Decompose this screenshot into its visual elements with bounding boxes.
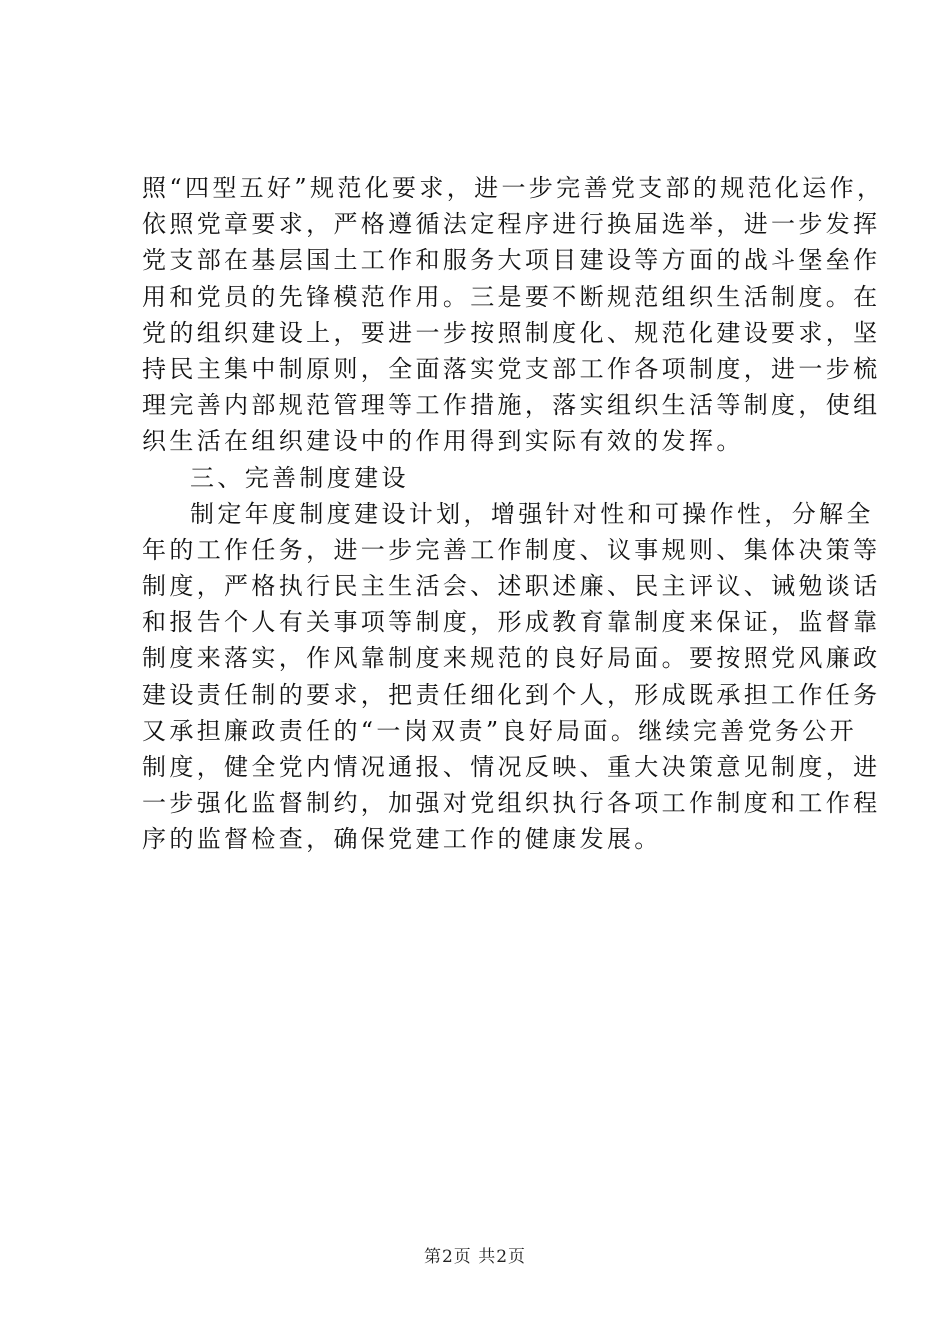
paragraph-line: 党支部在基层国土工作和服务大项目建设等方面的战斗堡垒作 — [142, 246, 881, 275]
document-body — [142, 170, 885, 858]
paragraph-line: 一步强化监督制约，加强对党组织执行各项工作制度和工作程 — [142, 789, 881, 818]
paragraph-line: 依照党章要求，严格遵循法定程序进行换届选举，进一步发挥 — [142, 210, 881, 239]
paragraph-line: 年的工作任务，进一步完善工作制度、议事规则、集体决策等 — [142, 535, 881, 564]
paragraph-continued — [142, 170, 885, 460]
paragraph-line: 党的组织建设上，要进一步按照制度化、规范化建设要求，坚 — [142, 318, 881, 347]
paragraph-line: 制度，健全党内情况通报、情况反映、重大决策意见制度，进 — [142, 753, 881, 781]
paragraph-line: 理完善内部规范管理等工作措施，落实组织生活等制度，使组 — [142, 391, 881, 420]
section-heading: 三、完善制度建设 — [190, 463, 409, 492]
paragraph-line: 织生活在组织建设中的作用得到实际有效的发挥。 — [142, 427, 744, 456]
paragraph-line: 照“四型五好”规范化要求，进一步完善党支部的规范化运作， — [142, 174, 885, 202]
paragraph-line: 和报告个人有关事项等制度，形成教育靠制度来保证，监督靠 — [142, 608, 881, 637]
paragraph-line: 制度，严格执行民主生活会、述职述廉、民主评议、诫勉谈话 — [142, 572, 881, 601]
paragraph-line: 序的监督检查，确保党建工作的健康发展。 — [142, 825, 662, 854]
paragraph-line: 建设责任制的要求，把责任细化到个人，形成既承担工作任务 — [142, 680, 881, 709]
paragraph-line: 又承担廉政责任的“一岗双责”良好局面。继续完善党务公开 — [142, 716, 857, 745]
paragraph-line: 制度来落实，作风靠制度来规范的良好局面。要按照党风廉政 — [142, 644, 881, 673]
paragraph-line: 持民主集中制原则，全面落实党支部工作各项制度，进一步梳 — [142, 354, 881, 383]
paragraph-system-building — [142, 496, 881, 858]
page-number-footer: 第2页 共2页 — [423, 1247, 527, 1267]
paragraph-line: 用和党员的先锋模范作用。三是要不断规范组织生活制度。在 — [142, 282, 881, 311]
paragraph-line: 制定年度制度建设计划，增强针对性和可操作性，分解全 — [190, 499, 874, 528]
